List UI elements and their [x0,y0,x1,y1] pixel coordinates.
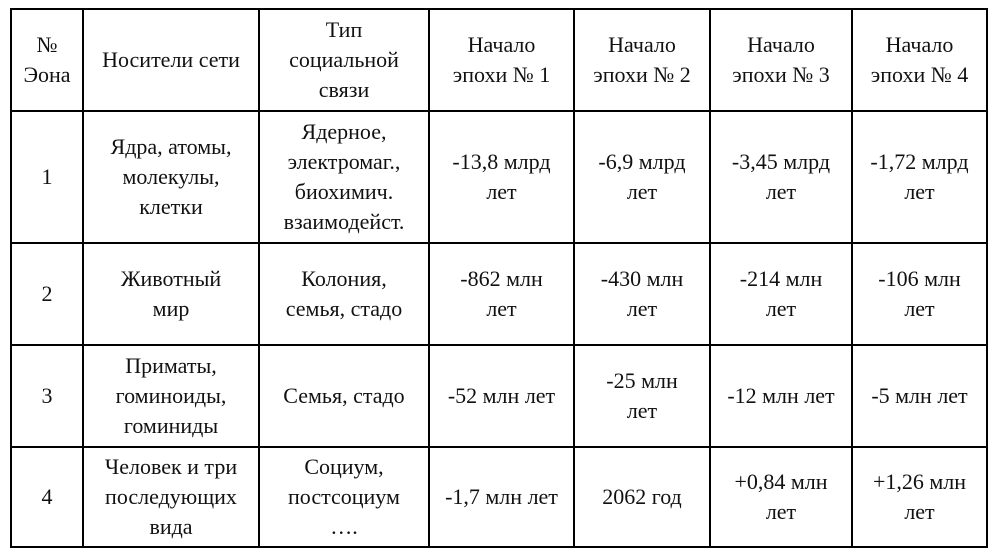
cell-epoch-4-start: +1,26 млн лет [852,447,987,547]
cell-network-carriers: Человек и три последующих вида [83,447,259,547]
cell-epoch-2-start: -6,9 млрд лет [574,111,710,243]
cell-social-link-type: Семья, стадо [259,345,429,447]
cell-epoch-3-start: -3,45 млрд лет [710,111,852,243]
cell-eon-number: 4 [11,447,83,547]
header-row [11,9,987,111]
header-epoch-4-start: Начало эпохи № 4 [852,9,987,111]
cell-epoch-1-start: -1,7 млн лет [429,447,574,547]
cell-social-link-type: Колония, семья, стадо [259,243,429,345]
header-epoch-1-start: Начало эпохи № 1 [429,9,574,111]
header-epoch-2-start: Начало эпохи № 2 [574,9,710,111]
header-eon-number: № Эона [11,9,83,111]
table-row [11,243,987,345]
header-epoch-3-start: Начало эпохи № 3 [710,9,852,111]
cell-epoch-2-start: -430 млн лет [574,243,710,345]
cell-social-link-type: Социум, постсоциум …. [259,447,429,547]
cell-epoch-2-start: 2062 год [574,447,710,547]
cell-epoch-3-start: -214 млн лет [710,243,852,345]
cell-network-carriers: Животный мир [83,243,259,345]
cell-epoch-1-start: -862 млн лет [429,243,574,345]
eon-epoch-table [10,8,988,548]
cell-eon-number: 2 [11,243,83,345]
cell-epoch-3-start: +0,84 млн лет [710,447,852,547]
cell-eon-number: 1 [11,111,83,243]
cell-epoch-3-start: -12 млн лет [710,345,852,447]
cell-network-carriers: Приматы, гоминоиды, гоминиды [83,345,259,447]
table-row [11,447,987,547]
cell-network-carriers: Ядра, атомы, молекулы, клетки [83,111,259,243]
cell-epoch-4-start: -106 млн лет [852,243,987,345]
cell-social-link-type: Ядерное, электромаг., биохимич. взаимодейст. [259,111,429,243]
table-row [11,345,987,447]
cell-epoch-4-start: -1,72 млрд лет [852,111,987,243]
cell-epoch-1-start: -13,8 млрд лет [429,111,574,243]
cell-epoch-1-start: -52 млн лет [429,345,574,447]
cell-epoch-2-start: -25 млн лет [574,345,710,447]
header-network-carriers: Носители сети [83,9,259,111]
cell-epoch-4-start: -5 млн лет [852,345,987,447]
header-social-link-type: Тип социальной связи [259,9,429,111]
cell-eon-number: 3 [11,345,83,447]
table-row [11,111,987,243]
